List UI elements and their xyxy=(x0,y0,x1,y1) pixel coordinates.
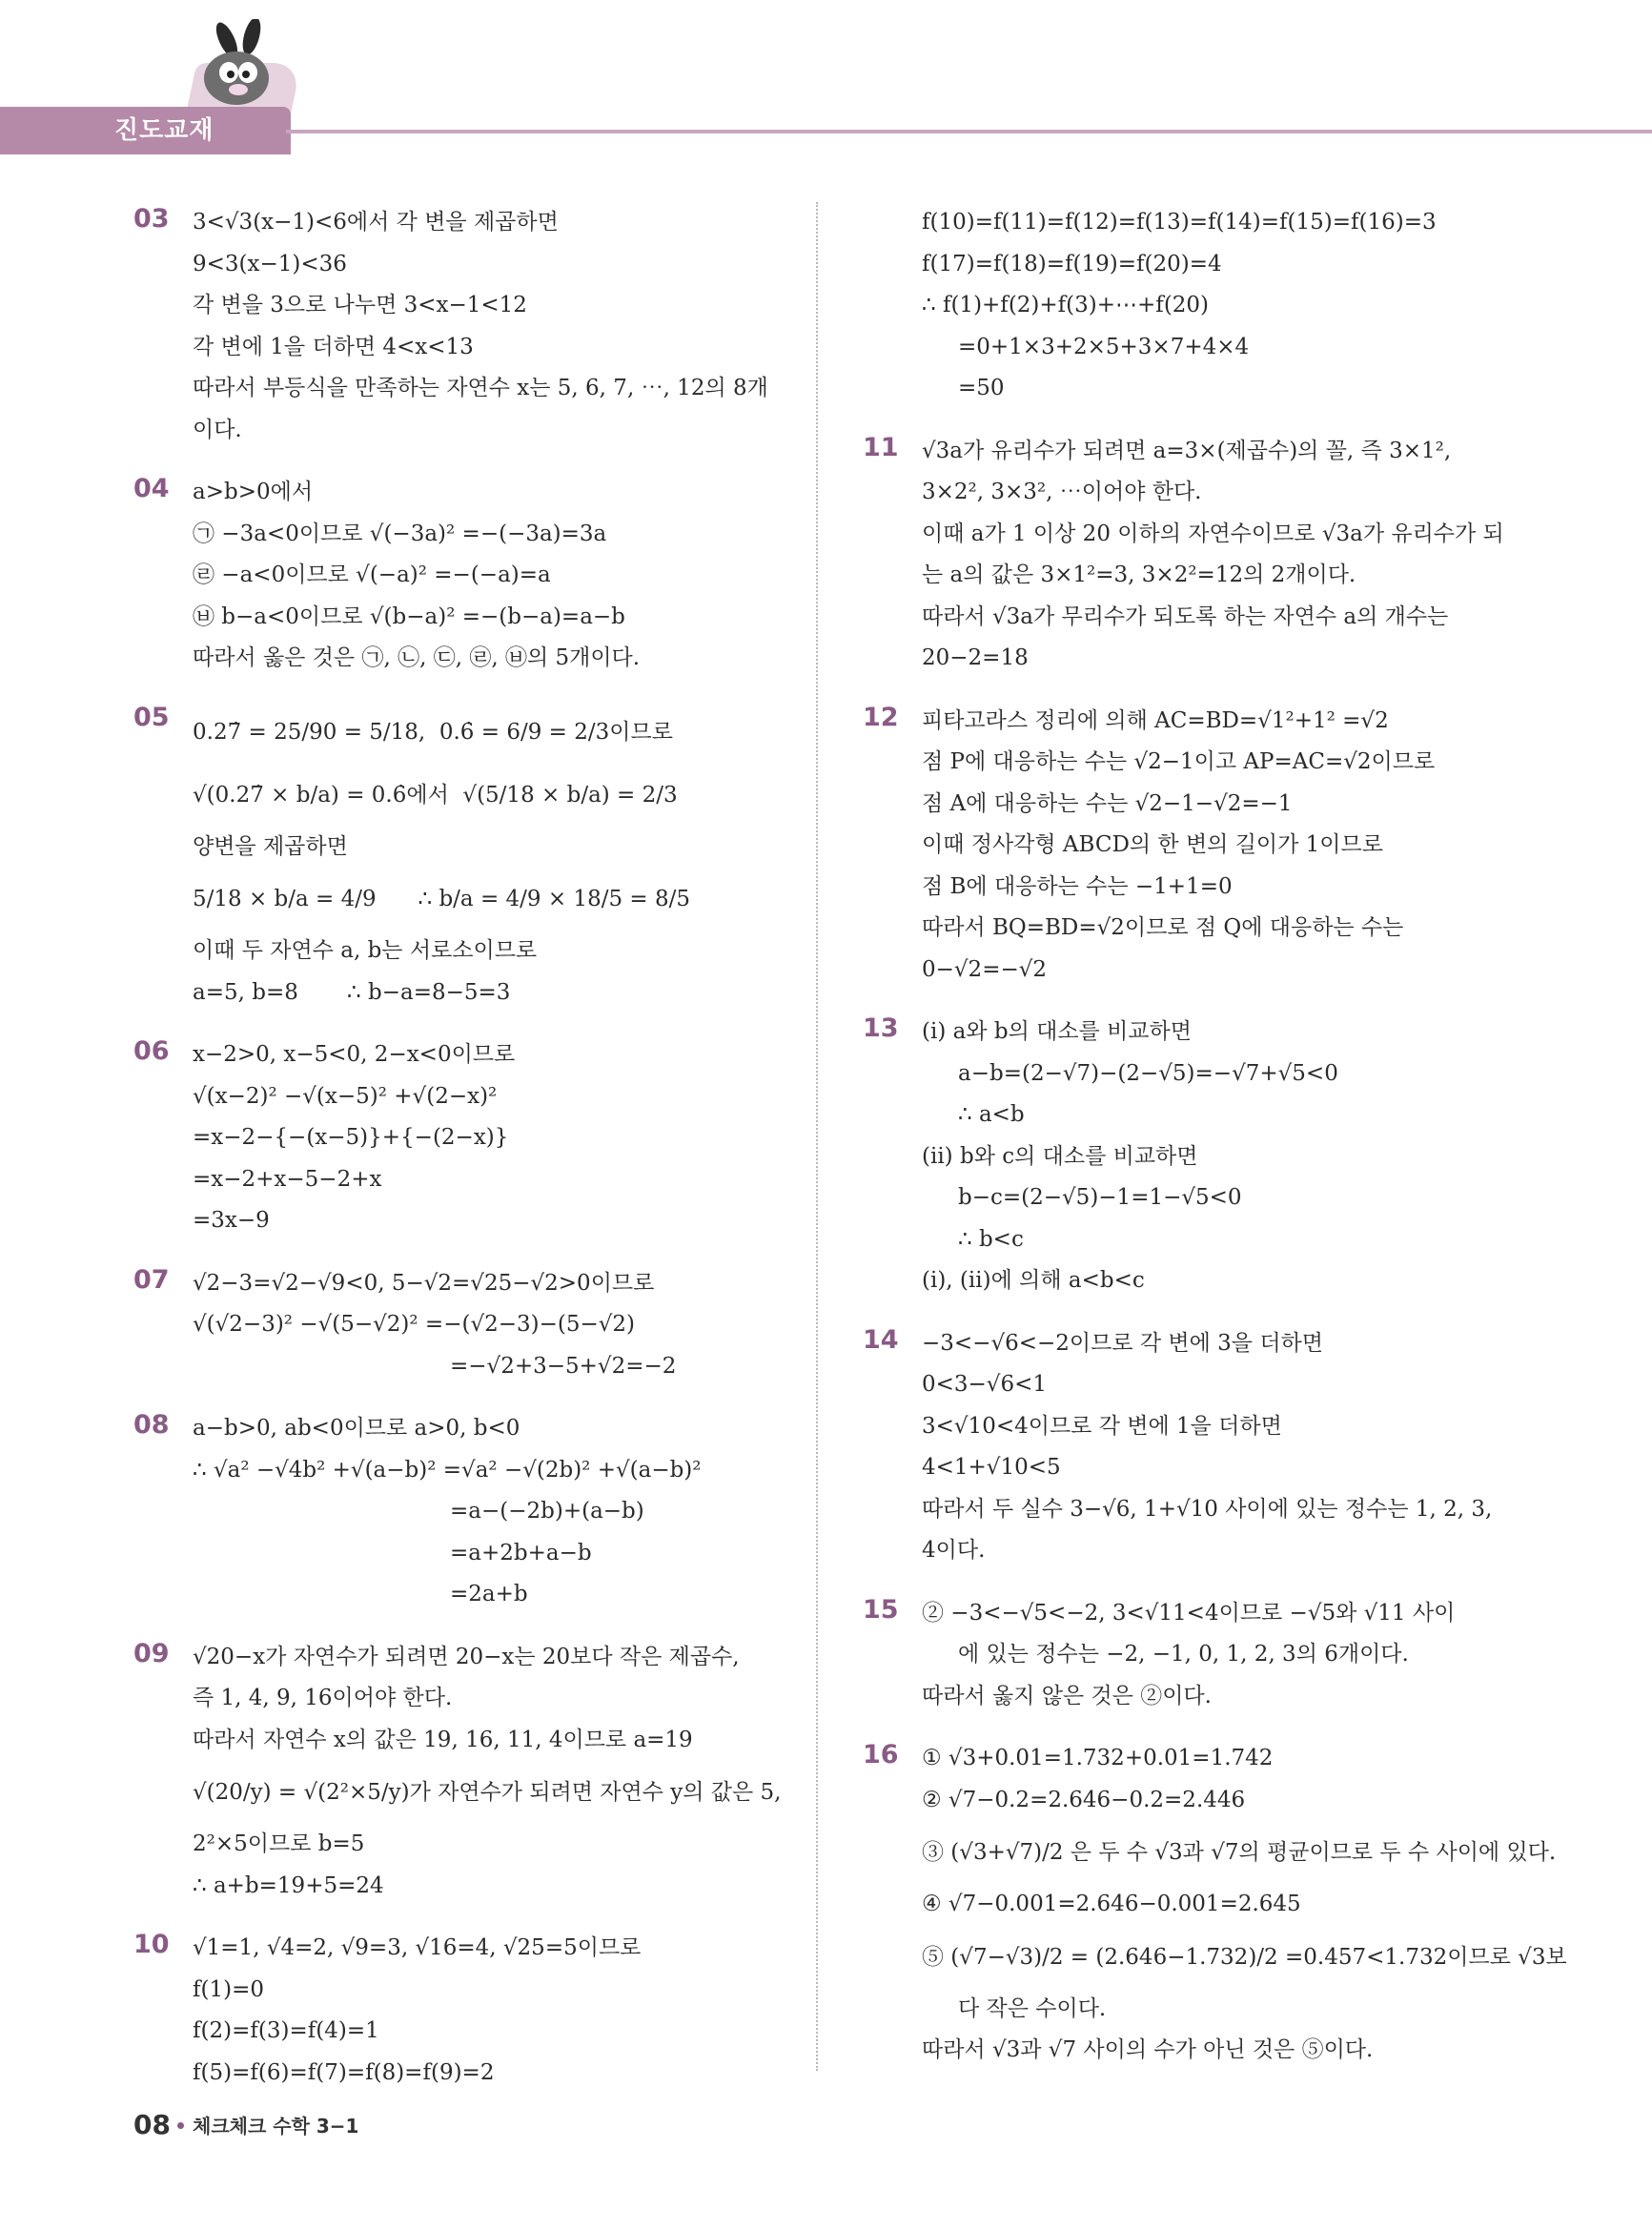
solution-line: ① √3+0.01=1.732+0.01=1.742 xyxy=(922,1746,1274,1770)
solution-line: (i) a와 b의 대소를 비교하면 xyxy=(922,1019,1192,1044)
solution-line: ② √7−0.2=2.646−0.2=2.446 xyxy=(922,1787,1246,1812)
problem-03 xyxy=(133,202,801,451)
bullet-icon xyxy=(177,2122,184,2129)
solution-line: 따라서 BQ=BD=√2이므로 점 Q에 대응하는 수는 xyxy=(922,915,1404,940)
solution-line: ∴ f(1)+f(2)+f(3)+⋯+f(20) xyxy=(922,293,1210,317)
problem-number: 08 xyxy=(133,1410,170,1440)
column-divider xyxy=(816,202,818,2071)
solution-line: √3a가 유리수가 되려면 a=3×(제곱수)의 꼴, 즉 3×1², xyxy=(922,438,1452,463)
solution-line: f(10)=f(11)=f(12)=f(13)=f(14)=f(15)=f(16)=3 xyxy=(922,210,1437,235)
solution-line: 피타고라스 정리에 의해 AC=BD=√1²+1² =√2 xyxy=(922,707,1389,733)
solution-line: =a−(−2b)+(a−b) xyxy=(450,1499,644,1524)
solution-line: f(2)=f(3)=f(4)=1 xyxy=(193,2018,379,2043)
solution-line: =a+2b+a−b xyxy=(450,1540,592,1565)
solution-line: ③ (√3+√7)/2 은 두 수 √3과 √7의 평균이므로 두 수 사이에 있다. xyxy=(922,1840,1557,1865)
solution-line: ⑤ (√7−√3)/2 = (2.646−1.732)/2 =0.457<1.732이므로 √3보 xyxy=(922,1944,1567,1970)
solution-line: =3x−9 xyxy=(193,1208,270,1233)
solution-line: √(20/y) = √(2²×5/y)가 자연수가 되려면 자연수 y의 값은 5, xyxy=(193,1780,782,1805)
solution-line: 각 변에 1을 더하면 4<x<13 xyxy=(193,334,474,359)
problem-15 xyxy=(863,1593,1530,1718)
problem-07 xyxy=(133,1263,801,1388)
solution-line: 는 a의 값은 3×1²=3, 3×2²=12의 2개이다. xyxy=(922,563,1356,587)
problem-number: 14 xyxy=(863,1324,899,1355)
problem-number: 10 xyxy=(133,1930,170,1959)
problem-number: 15 xyxy=(863,1594,899,1625)
solution-line: =2a+b xyxy=(450,1582,528,1606)
solution-line: a−b>0, ab<0이므로 a>0, b<0 xyxy=(193,1416,520,1441)
page-number: 08 xyxy=(133,2109,171,2140)
problem-11 xyxy=(863,431,1530,680)
solution-line: ∴ a+b=19+5=24 xyxy=(193,1872,384,1898)
problem-number: 06 xyxy=(133,1036,170,1066)
solution-line: √1=1, √4=2, √9=3, √16=4, √25=5이므로 xyxy=(193,1935,642,1960)
solution-line: =0+1×3+2×5+3×7+4×4 xyxy=(958,334,1250,359)
problem-13 xyxy=(863,1012,1530,1302)
problem-number: 07 xyxy=(133,1264,170,1295)
solution-line: 0.27̇ = 25/90 = 5/18, 0.6̇ = 6/9 = 2/3이므로 xyxy=(193,719,673,745)
solution-line: ∴ √a² −√4b² +√(a−b)² =√a² −√(2b)² +√(a−b)² xyxy=(193,1457,702,1483)
solution-line: f(1)=0 xyxy=(193,1976,264,2002)
solution-line: 0<3−√6<1 xyxy=(922,1372,1048,1397)
book-title: 체크체크 수학 3−1 xyxy=(193,2115,359,2138)
solution-line: 다 작은 수이다. xyxy=(958,1995,1107,2021)
solution-line: 이때 a가 1 이상 20 이하의 자연수이므로 √3a가 유리수가 되 xyxy=(922,521,1504,546)
solution-line: f(17)=f(18)=f(19)=f(20)=4 xyxy=(922,251,1222,276)
solution-line: √(√2−3)² −√(5−√2)² =−(√2−3)−(5−√2) xyxy=(193,1312,636,1337)
solution-line: ∴ a<b xyxy=(958,1102,1025,1127)
solution-line: 따라서 √3과 √7 사이의 수가 아닌 것은 ⑤이다. xyxy=(922,2037,1374,2062)
problem-number: 03 xyxy=(133,204,170,234)
solution-line: 2²×5이므로 b=5 xyxy=(193,1831,365,1856)
solution-line: ∴ b<c xyxy=(958,1226,1024,1252)
solution-line: 3<√10<4이므로 각 변에 1을 더하면 xyxy=(922,1413,1282,1439)
solution-line: 이때 두 자연수 a, b는 서로소이므로 xyxy=(193,938,538,963)
solution-line: 4이다. xyxy=(922,1538,986,1563)
problem-10 xyxy=(133,1928,801,2094)
header-rule xyxy=(286,130,1652,133)
solution-line: √20−x가 자연수가 되려면 20−x는 20보다 작은 제곱수, xyxy=(193,1644,740,1669)
solution-line: 따라서 √3a가 무리수가 되도록 하는 자연수 a의 개수는 xyxy=(922,604,1449,629)
problem-05 xyxy=(133,701,801,1014)
problem-number: 11 xyxy=(863,432,899,462)
solution-line: =x−2−{−(x−5)}+{−(2−x)} xyxy=(193,1125,509,1150)
solution-line: ㉠ −3a<0이므로 √(−3a)² =−(−3a)=3a xyxy=(193,521,607,546)
solution-line: 5/18 × b/a = 4/9 ∴ b/a = 4/9 × 18/5 = 8/5 xyxy=(193,887,690,911)
section-label: 진도교재 xyxy=(114,116,214,145)
solution-line: 이때 정사각형 ABCD의 한 변의 길이가 1이므로 xyxy=(922,832,1383,857)
solution-line: a>b>0에서 xyxy=(193,480,314,504)
solution-line: 20−2=18 xyxy=(922,645,1029,670)
solution-line: 따라서 부등식을 만족하는 자연수 x는 5, 6, 7, ⋯, 12의 8개 xyxy=(193,376,768,400)
problem-number: 04 xyxy=(133,474,170,503)
problem-number: 12 xyxy=(863,702,899,732)
solution-line: ㉥ b−a<0이므로 √(b−a)² =−(b−a)=a−b xyxy=(193,604,625,629)
solution-line: 즉 1, 4, 9, 16이어야 한다. xyxy=(193,1686,453,1710)
solution-line: √(0.27̇ × b/a) = 0.6̇에서 √(5/18 × b/a) = 2/3 xyxy=(193,782,678,808)
problem-number: 09 xyxy=(133,1638,170,1668)
problem-number: 16 xyxy=(863,1740,899,1770)
solution-line: 점 P에 대응하는 수는 √2−1이고 AP=AC=√2이므로 xyxy=(922,749,1436,774)
solution-line: 양변을 제곱하면 xyxy=(193,833,348,859)
problem-08 xyxy=(133,1408,801,1616)
solution-line: √2−3=√2−√9<0, 5−√2=√25−√2>0이므로 xyxy=(193,1270,655,1296)
solution-line: ㉣ −a<0이므로 √(−a)² =−(−a)=a xyxy=(193,563,551,587)
solution-line: 0−√2=−√2 xyxy=(922,956,1048,982)
solution-line: (ii) b와 c의 대소를 비교하면 xyxy=(922,1143,1198,1169)
solution-line: 따라서 옳은 것은 ㉠, ㉡, ㉢, ㉣, ㉥의 5개이다. xyxy=(193,645,641,670)
problem-09 xyxy=(133,1637,801,1908)
solution-line: b−c=(2−√5)−1=1−√5<0 xyxy=(958,1185,1242,1210)
solution-line: 4<1+√10<5 xyxy=(922,1455,1061,1480)
solution-line: f(5)=f(6)=f(7)=f(8)=f(9)=2 xyxy=(193,2059,495,2085)
solution-line: =−√2+3−5+√2=−2 xyxy=(450,1353,677,1379)
solution-line: a−b=(2−√7)−(2−√5)=−√7+√5<0 xyxy=(958,1060,1338,1086)
solution-line: 점 B에 대응하는 수는 −1+1=0 xyxy=(922,873,1233,899)
solution-line: 각 변을 3으로 나누면 3<x−1<12 xyxy=(193,293,527,317)
problem-06 xyxy=(133,1034,801,1242)
left-column xyxy=(133,202,801,2115)
solution-line: x−2>0, x−5<0, 2−x<0이므로 xyxy=(193,1042,516,1067)
problem-number: 05 xyxy=(133,702,170,732)
solution-line: ② −3<−√5<−2, 3<√11<4이므로 −√5와 √11 사이 xyxy=(922,1600,1456,1626)
problem-16 xyxy=(863,1738,1567,2072)
right-column xyxy=(863,202,1567,2093)
solution-line: ④ √7−0.001=2.646−0.001=2.645 xyxy=(922,1892,1301,1916)
solution-line: =x−2+x−5−2+x xyxy=(193,1166,382,1192)
solution-line: 점 A에 대응하는 수는 √2−1−√2=−1 xyxy=(922,790,1293,816)
solution-line: 이다. xyxy=(193,417,242,442)
problem-14 xyxy=(863,1323,1530,1572)
solution-line: (i), (ii)에 의해 a<b<c xyxy=(922,1268,1145,1293)
problem-10-continued xyxy=(863,202,1530,410)
solution-line: 따라서 두 실수 3−√6, 1+√10 사이에 있는 정수는 1, 2, 3, xyxy=(922,1496,1493,1522)
problem-04 xyxy=(133,472,801,680)
solution-line: 에 있는 정수는 −2, −1, 0, 1, 2, 3의 6개이다. xyxy=(958,1642,1409,1667)
problem-number: 13 xyxy=(863,1013,899,1043)
solution-line: 9<3(x−1)<36 xyxy=(193,251,347,276)
solution-line: √(x−2)² −√(x−5)² +√(2−x)² xyxy=(193,1083,498,1109)
solution-line: 따라서 옳지 않은 것은 ②이다. xyxy=(922,1683,1212,1708)
solution-line: −3<−√6<−2이므로 각 변에 3을 더하면 xyxy=(922,1330,1323,1356)
solution-line: 3×2², 3×3², ⋯이어야 한다. xyxy=(922,480,1202,504)
problem-12 xyxy=(863,701,1530,992)
solution-line: a=5, b=8 ∴ b−a=8−5=3 xyxy=(193,979,511,1005)
solution-line: 따라서 자연수 x의 값은 19, 16, 11, 4이므로 a=19 xyxy=(193,1727,693,1752)
solution-line: 3<√3(x−1)<6에서 각 변을 제곱하면 xyxy=(193,210,559,235)
solution-line: =50 xyxy=(958,376,1005,400)
